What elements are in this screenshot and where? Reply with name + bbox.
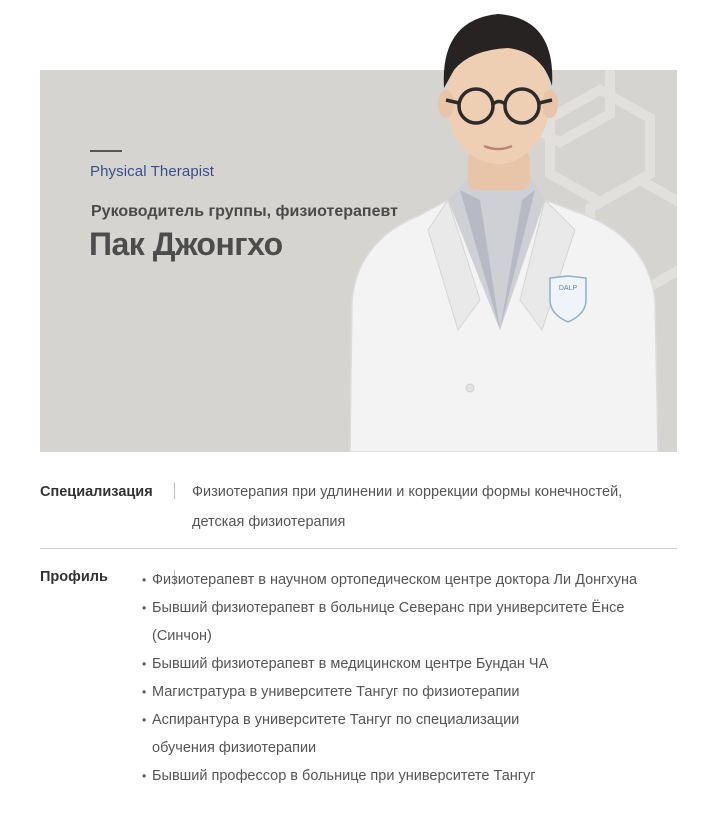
specialization-line: Физиотерапия при удлинении и коррекции формы конечностей, (192, 484, 623, 500)
job-title: Руководитель группы, физиотерапевт (91, 203, 398, 220)
list-item: • Бывший профессор в больнице при университете Тангуг (142, 762, 637, 790)
specialization-line: детская физиотерапия (192, 514, 346, 530)
specialization-text (192, 477, 622, 537)
list-item: • Бывший физиотерапевт в больнице Северанс при университете Ёнсе (Синчон) (142, 594, 637, 650)
specialization-label: Специализация (40, 484, 153, 500)
doctor-portrait (330, 0, 690, 452)
profile-list (142, 566, 637, 790)
profile-label: Профиль (40, 569, 108, 585)
list-item: • Магистратура в университете Тангуг по физиотерапии (142, 678, 637, 706)
doctor-name: Пак Джонгхо (89, 226, 283, 262)
list-item: • Бывший физиотерапевт в медицинском центре Бундан ЧА (142, 650, 637, 678)
title-accent-line (90, 150, 122, 152)
list-item: • Физиотерапевт в научном ортопедическом центре доктора Ли Донгхуна (142, 566, 637, 594)
list-item: • Аспирантура в университете Тангуг по специализации обучения физиотерапии (142, 706, 637, 762)
section-divider (40, 548, 677, 549)
row-separator (174, 483, 175, 499)
role-english: Physical Therapist (90, 163, 215, 180)
badge-text: DALP (558, 285, 578, 292)
